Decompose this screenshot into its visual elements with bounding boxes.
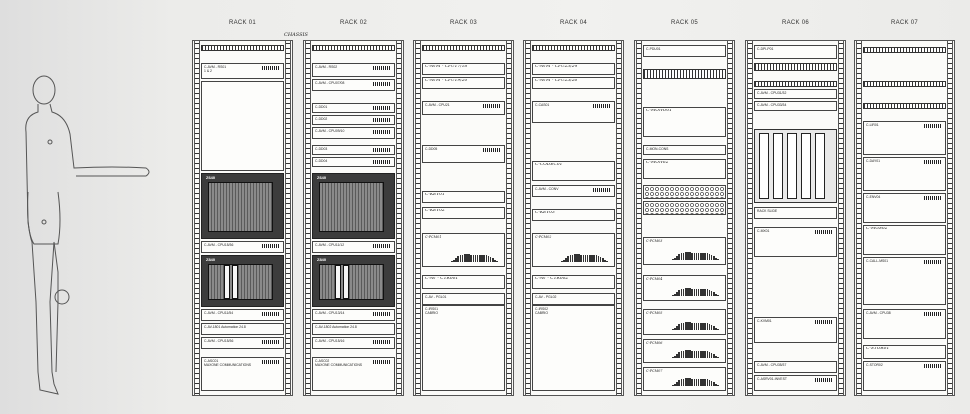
- rack-03: [413, 22, 514, 396]
- graph-label: C-PCM03: [646, 239, 663, 243]
- unit-label: C-DD04: [315, 159, 328, 163]
- rack-title: RACK 05: [670, 20, 699, 26]
- port-strip: [924, 312, 942, 316]
- unit-label: C-CODEC01: [535, 163, 563, 167]
- port-strip: [373, 106, 391, 110]
- blade-module: [787, 133, 797, 199]
- unit-label: C-AVM - CPU38: [866, 311, 891, 315]
- unit-label: C-AVM - CPU17/18: [425, 65, 468, 69]
- rack-unit: [863, 257, 946, 305]
- unit-label: C-AV-1801 Automation 24.8: [204, 325, 246, 329]
- unit-label: C-AV-1802 Automation 24.8: [315, 325, 357, 329]
- rack-title: RACK 01: [228, 20, 257, 26]
- blank-slot: [224, 265, 230, 299]
- unit-label: C-AV - CTR001: [425, 277, 459, 281]
- patch-panel: [643, 69, 726, 79]
- blade-module: [759, 133, 769, 199]
- unit-label: C-PDU01: [646, 47, 661, 51]
- rack-unit: [754, 45, 837, 59]
- unit-label: C-IRS02: [535, 307, 549, 311]
- graph-bars: [672, 282, 719, 296]
- rack-unit: [312, 145, 395, 155]
- graph-label: C-PCM04: [646, 277, 663, 281]
- unit-label: C-KVM01: [757, 319, 772, 323]
- rack-unit: [754, 207, 837, 219]
- rack-unit: [312, 103, 395, 113]
- unit-label: C-LIR01: [866, 123, 879, 127]
- unit-label: C-AVM - RS02: [315, 65, 338, 69]
- level-graph: [422, 233, 505, 267]
- rack-rail-right: [506, 41, 512, 395]
- connector-panel: [643, 201, 726, 215]
- meter-bar: [717, 329, 719, 330]
- rack-title: RACK 02: [339, 20, 368, 26]
- patch-panel: [312, 45, 395, 51]
- rack-unit: [312, 63, 395, 77]
- rack-unit: [422, 101, 505, 115]
- rack-unit: [201, 309, 284, 321]
- unit-label: C-AVM - CPU13/14: [315, 311, 345, 315]
- rack-unit: [754, 361, 837, 373]
- blank-space: [201, 81, 284, 171]
- unit-label: C-DAY01: [866, 159, 881, 163]
- blade-enclosure: [754, 129, 837, 203]
- port-strip: [373, 340, 391, 344]
- rack-title: RACK 03: [449, 20, 478, 26]
- rack-unit: [422, 293, 505, 305]
- meter-bar: [496, 261, 498, 262]
- rack-06: [745, 22, 846, 396]
- rack-unit: [422, 275, 505, 289]
- rack-unit: [312, 127, 395, 139]
- unit-label: C-AVM - CPU15/36: [204, 243, 234, 247]
- port-strip: [924, 196, 942, 200]
- human-figure-icon: [14, 72, 164, 402]
- unit-label: C-AVM - CPU31/32: [757, 91, 787, 95]
- unit-label: C-AVM - CONV: [535, 187, 559, 191]
- rack-body: [745, 40, 846, 396]
- chassis-z840: [201, 255, 284, 307]
- rack-rail-right: [947, 41, 953, 395]
- port-strip: [373, 160, 391, 164]
- port-strip: [815, 320, 833, 324]
- unit-label: C-ASC01: [204, 359, 219, 363]
- unit-label: C-AVM - CPU15/16: [315, 339, 345, 343]
- rack-rail-left: [305, 41, 311, 395]
- rack-unit: [312, 337, 395, 349]
- rack-unit: [532, 293, 615, 305]
- rack-unit: [422, 77, 505, 89]
- chassis-slots: [319, 264, 384, 300]
- level-graph: [532, 233, 615, 267]
- rack-unit: [422, 145, 505, 163]
- meter-bar: [717, 259, 719, 260]
- chassis-z640: [312, 173, 395, 239]
- rack-rail-left: [194, 41, 200, 395]
- unit-label: C-DD05: [425, 147, 438, 151]
- unit-label: C-MGS02: [866, 227, 888, 231]
- unit-label: C-MON-CONS: [646, 147, 669, 151]
- patch-panel: [532, 45, 615, 51]
- unit-label: C-ASRV01-INVEST: [757, 377, 787, 381]
- rack-unit: [422, 191, 505, 203]
- chassis-label: Z840: [206, 257, 216, 262]
- port-strip: [483, 148, 501, 152]
- rack-body: [192, 40, 293, 396]
- rack-unit: [201, 63, 284, 79]
- unit-label: C-AV - CTR002: [535, 277, 569, 281]
- rack-unit: [754, 375, 837, 391]
- unit-label: C-STOR01: [866, 347, 890, 351]
- graph-label: C-PCM07: [646, 369, 663, 373]
- rack-unit: [312, 323, 395, 335]
- graph-bars: [672, 372, 719, 386]
- rack-unit: [754, 227, 837, 257]
- port-strip: [373, 118, 391, 122]
- rack-02: [303, 22, 404, 396]
- chassis-slots: [208, 182, 273, 232]
- blank-slot: [343, 265, 349, 299]
- unit-label: C-KEY01: [425, 193, 445, 197]
- rack-unit: [863, 309, 946, 339]
- port-strip: [924, 124, 942, 128]
- graph-bars: [672, 344, 719, 358]
- rack-rail-left: [856, 41, 862, 395]
- graph-bars: [672, 316, 719, 330]
- chassis-label: Z640: [317, 175, 327, 180]
- graph-bars: [672, 246, 719, 260]
- graph-label: C-PCM06: [646, 341, 663, 345]
- chassis-z640: [201, 173, 284, 239]
- rack-04: [523, 22, 624, 396]
- rack-body: [854, 40, 955, 396]
- blade-module: [801, 133, 811, 199]
- rack-05: [634, 22, 735, 396]
- unit-label: C-AVM - CPU33/34: [757, 103, 787, 107]
- unit-label: C-AVM - CPU11/54: [204, 311, 234, 315]
- rack-unit: [312, 357, 395, 391]
- meter-bar: [606, 261, 608, 262]
- graph-label: C-PCM02: [535, 235, 552, 239]
- rack-unit: [643, 145, 726, 155]
- rack-unit: [754, 317, 837, 343]
- port-strip: [262, 244, 280, 248]
- patch-panel: [863, 103, 946, 109]
- unit-label: C-IRS01: [425, 307, 439, 311]
- blade-module: [815, 133, 825, 199]
- patch-panel: [422, 45, 505, 51]
- human-scale-figure: [14, 72, 164, 402]
- unit-label: C-STOR02: [866, 363, 883, 367]
- patch-panel: [754, 81, 837, 87]
- rack-unit: [201, 357, 284, 391]
- rack-rail-right: [616, 41, 622, 395]
- rack-unit: [863, 121, 946, 155]
- unit-label: C-KEY03: [535, 211, 555, 215]
- graph-bars: [451, 248, 498, 262]
- port-strip: [924, 364, 942, 368]
- meter-bar: [717, 385, 719, 386]
- unit-label: C-AV - PGL01: [425, 295, 447, 299]
- unit-label: C-ENV04: [866, 195, 881, 199]
- port-strip: [373, 360, 391, 364]
- patch-panel: [754, 63, 837, 71]
- rack-unit: [863, 157, 946, 191]
- connector-panel: [643, 185, 726, 199]
- level-graph: [643, 339, 726, 363]
- patch-panel: [863, 47, 946, 53]
- unit-sublabel: MAXONE COMMUNICATIONS: [315, 363, 363, 368]
- rack-unit: [201, 337, 284, 349]
- unit-label: C-ASC02: [315, 359, 330, 363]
- unit-label: C-CAS01: [535, 103, 550, 107]
- rack-unit: [312, 157, 395, 167]
- rack-body: [303, 40, 404, 396]
- graph-label: C-PCM05: [646, 311, 663, 315]
- rack-unit: [863, 361, 946, 391]
- rack-unit: [532, 275, 615, 289]
- rack-rail-left: [747, 41, 753, 395]
- unit-label: C-AVM - CPU09/10: [315, 129, 345, 133]
- rack-rail-right: [727, 41, 733, 395]
- unit-label: C-AVM - CPU23/24: [535, 65, 578, 69]
- rack-unit: [312, 79, 395, 91]
- rack-unit: [863, 345, 946, 359]
- unit-sublabel: MAXONE COMMUNICATIONS: [204, 363, 252, 368]
- chassis-z840: [312, 255, 395, 307]
- unit-label: C-AVM - CPU21: [425, 103, 450, 107]
- rack-rail-right: [838, 41, 844, 395]
- rack-unit: [754, 101, 837, 111]
- rack-unit: [532, 101, 615, 123]
- patch-panel: [863, 81, 946, 87]
- port-strip: [262, 360, 280, 364]
- rack-body: [523, 40, 624, 396]
- graph-bars: [561, 248, 608, 262]
- rack-title: RACK 06: [781, 20, 810, 26]
- unit-label: C-AVM - CPU25/26: [535, 79, 578, 83]
- rack-rail-left: [525, 41, 531, 395]
- rack-unit: [312, 241, 395, 253]
- chassis-slots: [208, 264, 273, 300]
- rack-rail-left: [415, 41, 421, 395]
- rack-unit: [422, 63, 505, 75]
- unit-label: C-DD02: [315, 117, 328, 121]
- unit-label: C-AVM - CPU15/36: [204, 339, 234, 343]
- port-strip: [373, 312, 391, 316]
- annotation-note: CHASSIS: [284, 32, 308, 38]
- port-strip: [593, 104, 611, 108]
- chassis-label: Z640: [206, 175, 216, 180]
- unit-label: C-MX01: [757, 229, 770, 233]
- unit-label: C-AVM - CPU35/37: [757, 363, 787, 367]
- rack-07: [854, 22, 955, 396]
- rack-rail-right: [285, 41, 291, 395]
- rack-unit: [532, 161, 615, 181]
- rack-unit: [532, 77, 615, 89]
- rack-unit: [201, 323, 284, 335]
- graph-label: C-PCM01: [425, 235, 442, 239]
- meter-bar: [717, 357, 719, 358]
- port-strip: [373, 130, 391, 134]
- rack-01: [192, 20, 308, 396]
- unit-label: C-DD03: [315, 147, 328, 151]
- rack-unit: [863, 225, 946, 255]
- chassis-slots: [319, 182, 384, 232]
- port-strip: [373, 244, 391, 248]
- port-strip: [815, 378, 833, 382]
- port-strip: [593, 188, 611, 192]
- unit-sublabel: CABRIO: [425, 311, 438, 316]
- unit-label: C-AVM - CPU07/08: [315, 81, 345, 85]
- unit-label: C-AVM - RS01: [204, 65, 227, 69]
- meter-bar: [717, 295, 719, 296]
- unit-label: C-DPI-P01: [757, 47, 774, 51]
- rack-rail-left: [636, 41, 642, 395]
- blank-slot: [232, 265, 238, 299]
- port-strip: [373, 82, 391, 86]
- rack-rail-right: [396, 41, 402, 395]
- rack-unit: [754, 89, 837, 99]
- rack-title: RACK 07: [890, 20, 919, 26]
- unit-label: C-MON02: [646, 161, 669, 165]
- rack-unit: [643, 45, 726, 57]
- port-strip: [262, 340, 280, 344]
- chassis-label: Z840: [317, 257, 327, 262]
- rack-unit: [312, 115, 395, 125]
- rack-unit: [422, 207, 505, 219]
- unit-label: C-MONO01: [646, 109, 672, 113]
- level-graph: [643, 275, 726, 301]
- level-graph: [643, 237, 726, 265]
- patch-panel: [201, 45, 284, 51]
- unit-label: C-AV - PGL02: [535, 295, 557, 299]
- port-strip: [924, 160, 942, 164]
- port-strip: [483, 104, 501, 108]
- rack-unit: [201, 241, 284, 253]
- rack-unit: [312, 309, 395, 321]
- unit-label: C-DD01: [315, 105, 328, 109]
- level-graph: [643, 309, 726, 335]
- rack-unit: [643, 107, 726, 137]
- port-strip: [815, 230, 833, 234]
- rack-unit: [532, 63, 615, 75]
- port-strip: [373, 66, 391, 70]
- unit-label: C-CALL-MS01: [866, 259, 889, 263]
- unit-sublabel: 1 & 2: [204, 69, 212, 74]
- blank-slot: [335, 265, 341, 299]
- unit-sublabel: CABRIO: [535, 311, 548, 316]
- rack-unit: [532, 185, 615, 197]
- unit-label: C-AVM - CPU11/12: [315, 243, 345, 247]
- rack-body: [413, 40, 514, 396]
- port-strip: [924, 260, 942, 264]
- rack-unit: [422, 305, 505, 391]
- rack-unit: [532, 305, 615, 391]
- rack-unit: [532, 209, 615, 221]
- port-strip: [373, 148, 391, 152]
- level-graph: [643, 367, 726, 391]
- port-strip: [262, 312, 280, 316]
- blade-module: [773, 133, 783, 199]
- unit-label: C-AVM - CPU19/20: [425, 79, 468, 83]
- unit-label: RACK SLIDE: [757, 209, 778, 213]
- rack-body: [634, 40, 735, 396]
- rack-unit: [863, 193, 946, 223]
- port-strip: [262, 66, 280, 70]
- rack-title: RACK 04: [559, 20, 588, 26]
- unit-label: C-KEY02: [425, 209, 445, 213]
- rack-unit: [643, 159, 726, 179]
